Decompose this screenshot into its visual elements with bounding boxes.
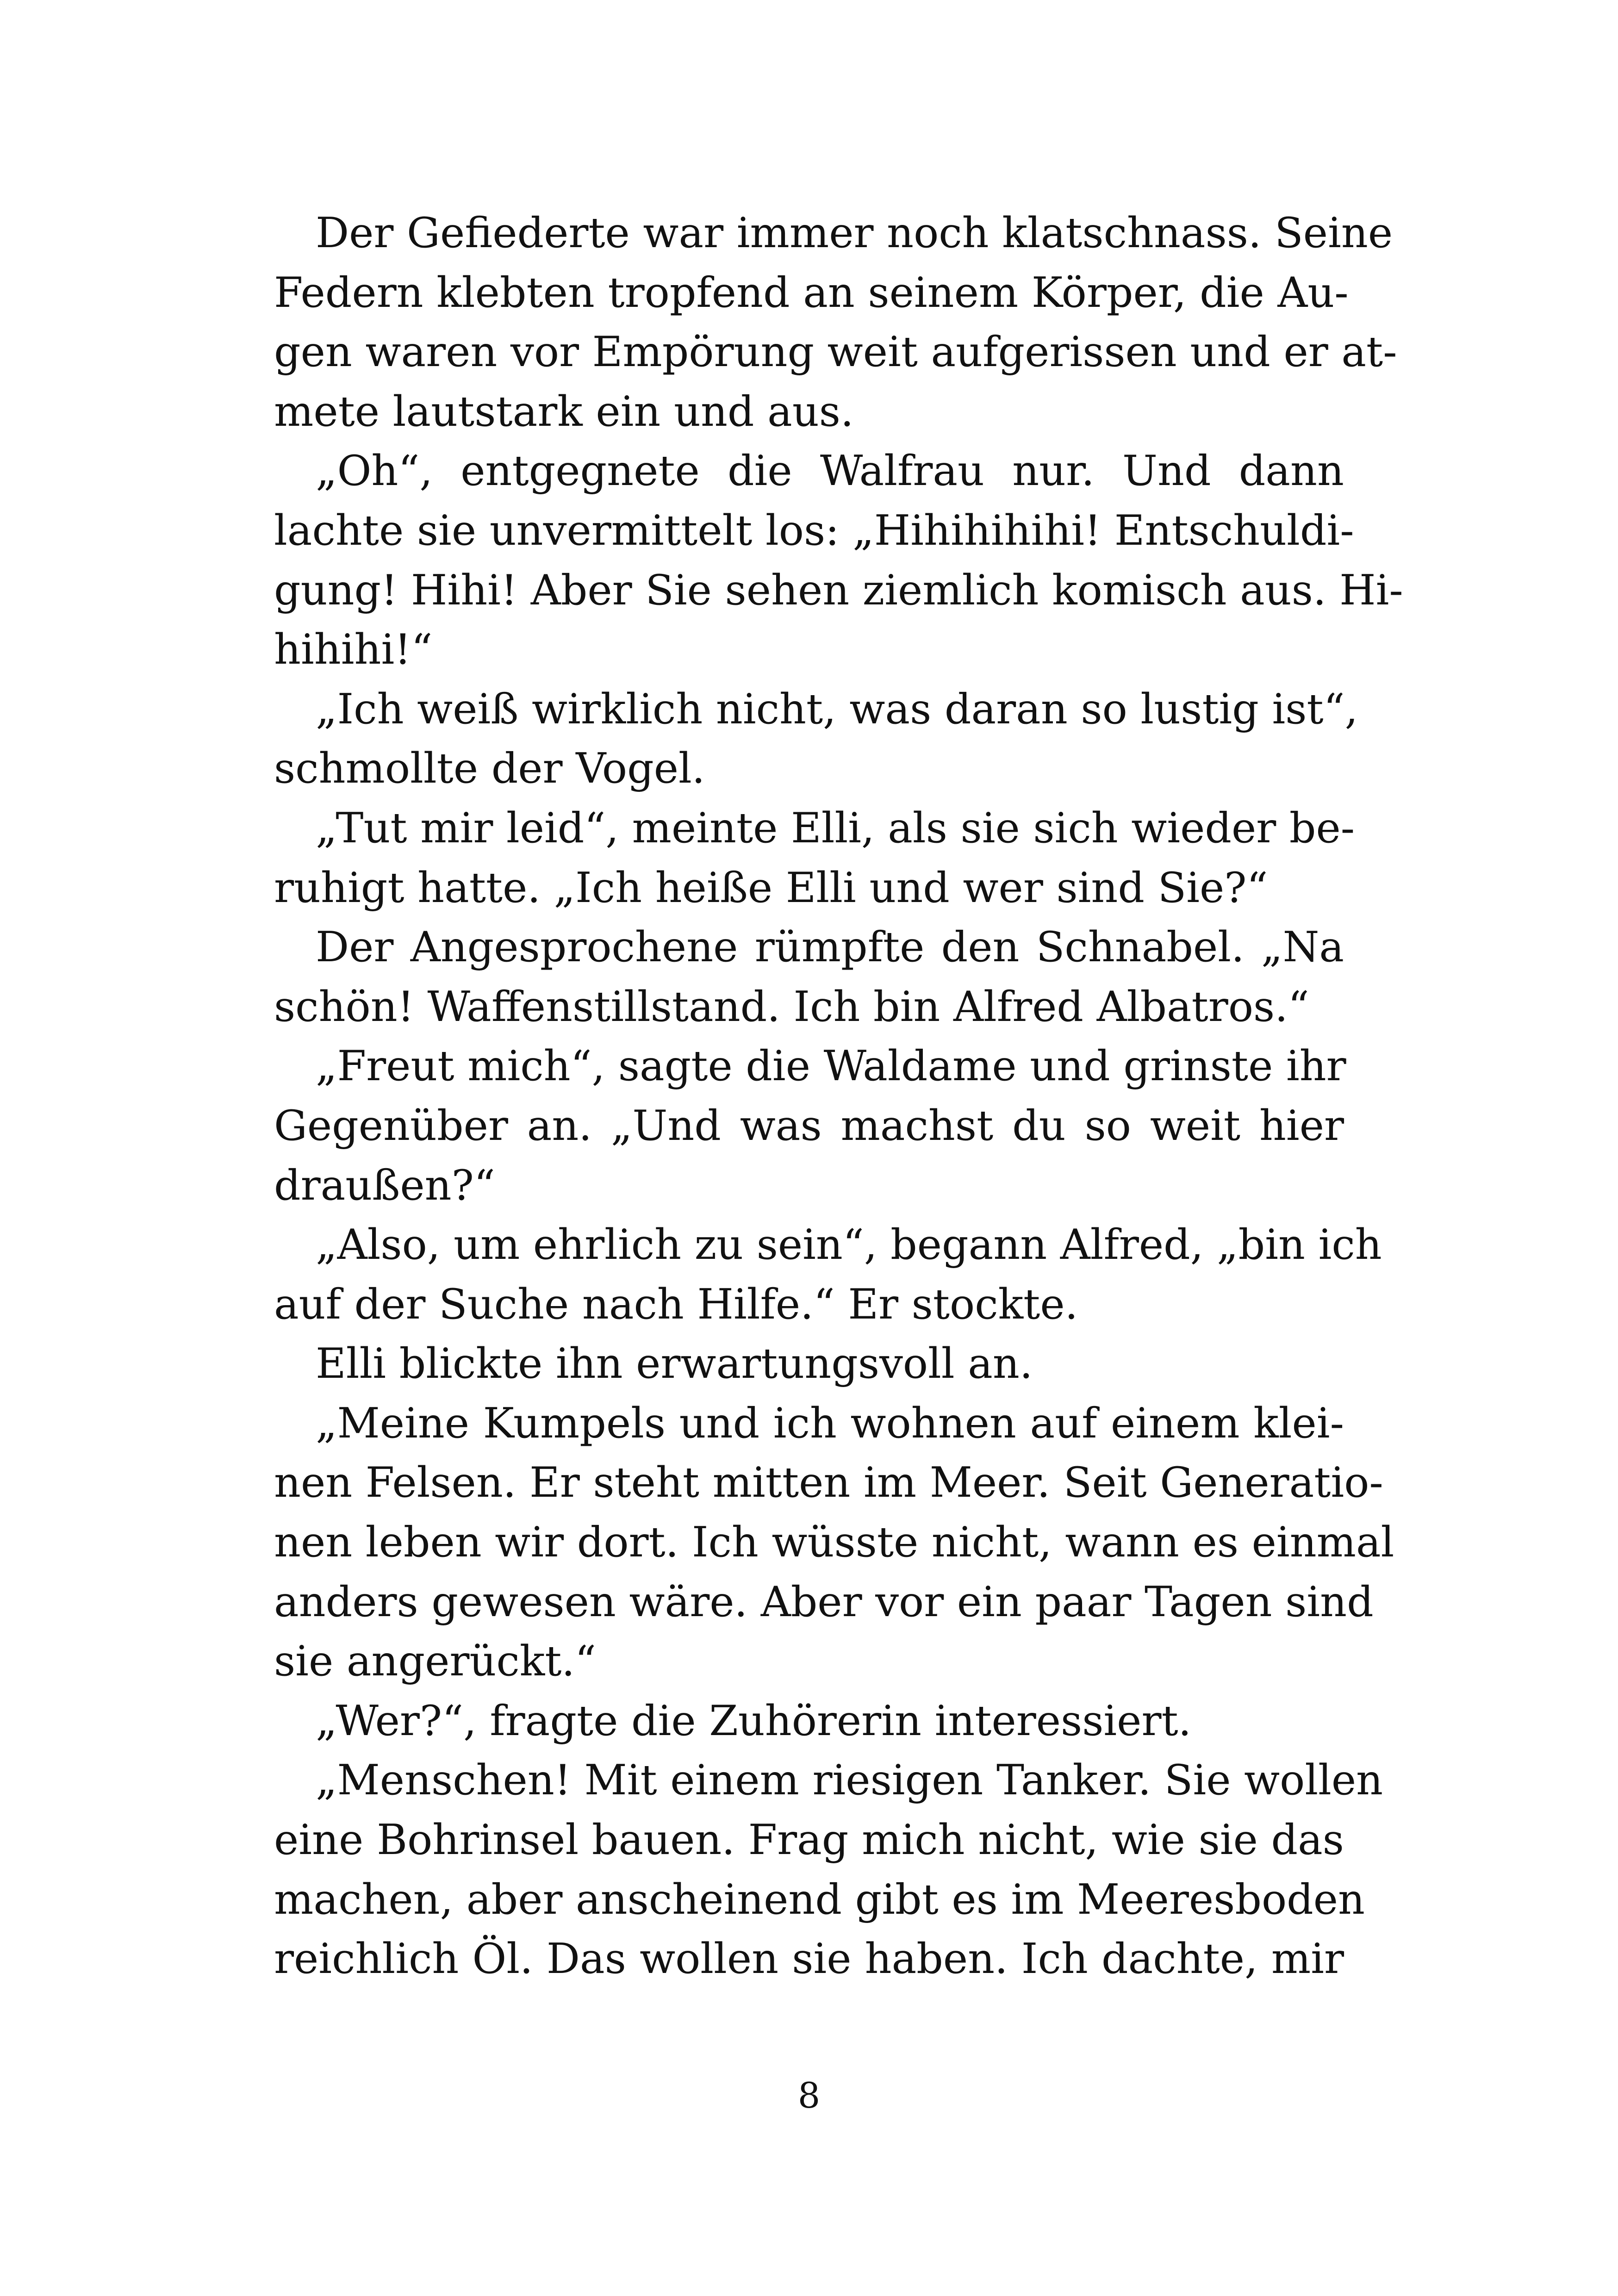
text-line: „Meine Kumpels und ich wohnen auf einem klei- — [274, 1399, 1344, 1448]
text-line: Elli blickte ihn erwartungsvoll an. — [274, 1339, 1033, 1388]
text-line: gen waren vor Empörung weit aufgerissen und er at- — [274, 328, 1397, 377]
text-line: draußen?“ — [274, 1161, 495, 1210]
text-line: anders gewesen wäre. Aber vor ein paar Tagen sind — [274, 1577, 1374, 1626]
text-line: schmollte der Vogel. — [274, 744, 705, 793]
text-line: „Wer?“, fragte die Zuhörerin interessiert. — [274, 1696, 1192, 1745]
paragraph — [274, 680, 1358, 799]
text-line: reichlich Öl. Das wollen sie haben. Ich dachte, mir — [274, 1935, 1344, 1984]
text-line: „Freut mich“, sagte die Waldame und grinste ihr — [274, 1042, 1346, 1091]
text-line: „Tut mir leid“, meinte Elli, als sie sich wieder be- — [274, 803, 1355, 852]
text-line: sie angerückt.“ — [274, 1637, 597, 1686]
text-line: „Ich weiß wirklich nicht, was daran so lustig ist“, — [274, 684, 1358, 734]
text-line: auf der Suche nach Hilfe.“ Er stockte. — [274, 1280, 1078, 1329]
paragraph — [274, 799, 1355, 918]
text-line: mete lautstark ein und aus. — [274, 387, 854, 436]
paragraph — [274, 918, 1344, 1037]
paragraph — [274, 1334, 1344, 1394]
text-line: lachte sie unvermittelt los: „Hihihihihi! Entschuldi- — [274, 506, 1354, 555]
text-line: ruhigt hatte. „Ich heiße Elli und wer sind Sie?“ — [274, 863, 1268, 912]
text-line: nen Felsen. Er steht mitten im Meer. Seit Generatio- — [274, 1458, 1383, 1507]
paragraph — [274, 1751, 1383, 1989]
paragraph — [274, 442, 1403, 679]
text-line: „Also, um ehrlich zu sein“, begann Alfred, „bin ich — [274, 1220, 1382, 1269]
text-line: Gegenüber an. „Und was machst du so weit hier — [274, 1101, 1344, 1150]
page-number: 8 — [797, 2075, 821, 2116]
paragraph — [274, 1215, 1382, 1334]
text-line: hihihi!“ — [274, 625, 433, 674]
paragraph — [274, 1037, 1344, 1215]
text-line: Federn klebten tropfend an seinem Körper, die Au- — [274, 268, 1349, 317]
text-line: „Menschen! Mit einem riesigen Tanker. Sie wollen — [274, 1756, 1383, 1805]
text-line: Der Angesprochene rümpfte den Schnabel. „Na — [274, 923, 1344, 972]
text-line: machen, aber anscheinend gibt es im Meeresboden — [274, 1875, 1365, 1924]
paragraph — [274, 1692, 1344, 1751]
text-line: nen leben wir dort. Ich wüsste nicht, wann es einmal — [274, 1518, 1394, 1567]
paragraph — [274, 204, 1397, 442]
paragraph — [274, 1394, 1394, 1692]
text-line: Der Gefiederte war immer noch klatschnass. Seine — [274, 209, 1393, 257]
text-line: eine Bohrinsel bauen. Frag mich nicht, wie sie das — [274, 1816, 1344, 1865]
text-line: schön! Waffenstillstand. Ich bin Alfred Albatros.“ — [274, 982, 1309, 1031]
text-line: „Oh“, entgegnete die Walfrau nur. Und dann — [274, 447, 1344, 496]
body-text — [274, 204, 1403, 1989]
text-line: gung! Hihi! Aber Sie sehen ziemlich komisch aus. Hi- — [274, 566, 1403, 615]
